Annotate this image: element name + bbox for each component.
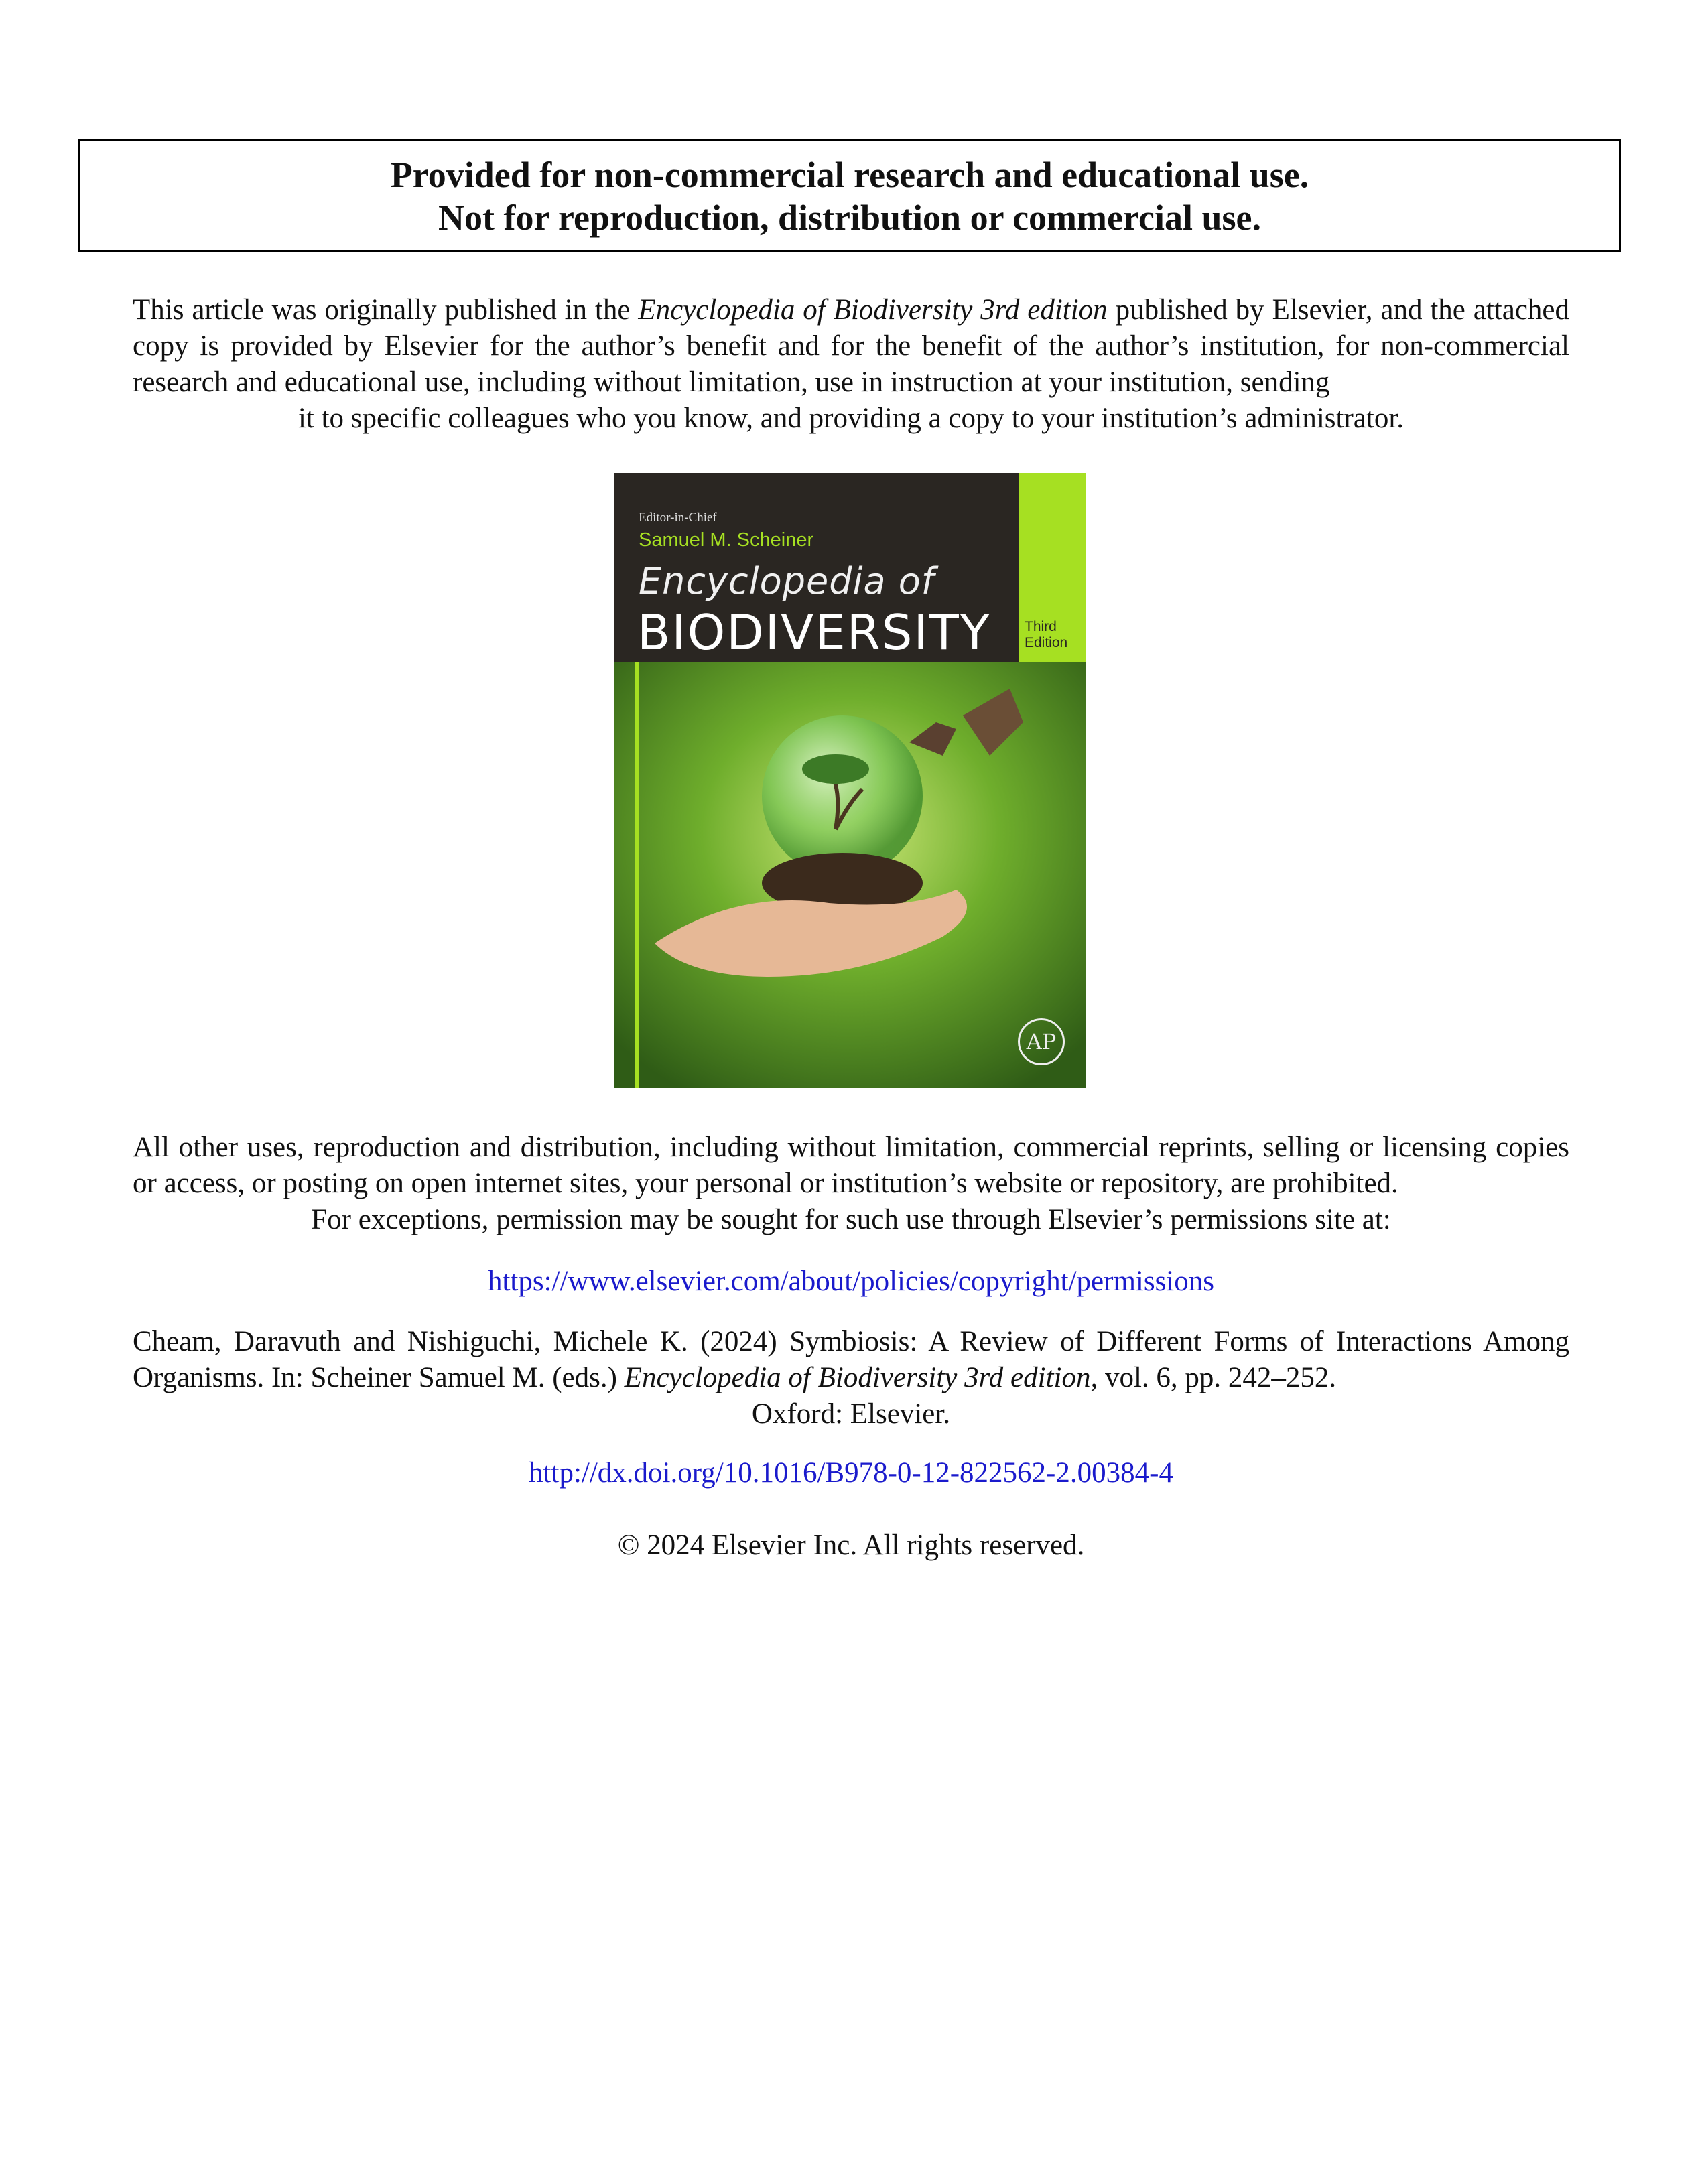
permissions-paragraph (133, 1130, 1569, 1238)
cover-editor-name: Samuel M. Scheiner (639, 529, 814, 551)
cover-title-line1: Encyclopedia of (639, 560, 935, 602)
intro-pre: This article was originally published in the (133, 294, 639, 326)
citation-last-line: Oxford: Elsevier. (751, 1398, 951, 1430)
citation-italic: Encyclopedia of Biodiversity 3rd edition, (624, 1362, 1098, 1393)
globe-icon (762, 715, 923, 876)
notice-line-2: Not for reproduction, distribution or commercial use. (438, 198, 1261, 238)
book-cover (614, 473, 1086, 1088)
intro-title: Encyclopedia of Biodiversity 3rd edition (638, 294, 1108, 326)
cover-photo (614, 662, 1086, 1088)
notice-box (78, 139, 1621, 252)
citation-part2: vol. 6, pp. 242–252. (1098, 1362, 1337, 1393)
intro-post: published by Elsevier, and the attached copy is provided by Elsevier for the author’s benefit and for the benefit of the author’s institution, for non-commercial research and educational use, including without limitation, use in instruction at your institution, sending (133, 294, 1569, 398)
permissions-body: All other uses, reproduction and distribution, including without limitation, commercial reprints, selling or licensing copies or access, or posting on open internet sites, your personal or institution’s website or repository, are prohibited. (133, 1132, 1569, 1199)
cover-editor-label: Editor-in-Chief (639, 510, 717, 525)
intro-paragraph (133, 292, 1569, 437)
cover-title-line2: BIODIVERSITY (637, 604, 991, 661)
intro-last-line: it to specific colleagues who you know, and providing a copy to your institution’s administrator. (298, 403, 1404, 434)
doi-link[interactable]: http://dx.doi.org/10.1016/B978-0-12-822562-2.00384-4 (529, 1457, 1173, 1489)
cover-edition: Third Edition (1025, 619, 1068, 651)
permissions-last-line: For exceptions, permission may be sought for such use through Elsevier’s permissions site at: (311, 1204, 1391, 1235)
citation-part1: Cheam, Daravuth and Nishiguchi, Michele K. (2024) Symbiosis: A Review of Different Forms of Interactions Among Organisms. In: Scheiner Samuel M. (eds.) (133, 1326, 1569, 1393)
citation-paragraph (133, 1324, 1569, 1432)
permissions-link[interactable]: https://www.elsevier.com/about/policies/copyright/permissions (487, 1266, 1214, 1297)
publisher-logo: AP (1018, 1018, 1065, 1065)
notice-line-1: Provided for non-commercial research and educational use. (390, 155, 1309, 195)
copyright-line: © 2024 Elsevier Inc. All rights reserved. (617, 1529, 1085, 1561)
